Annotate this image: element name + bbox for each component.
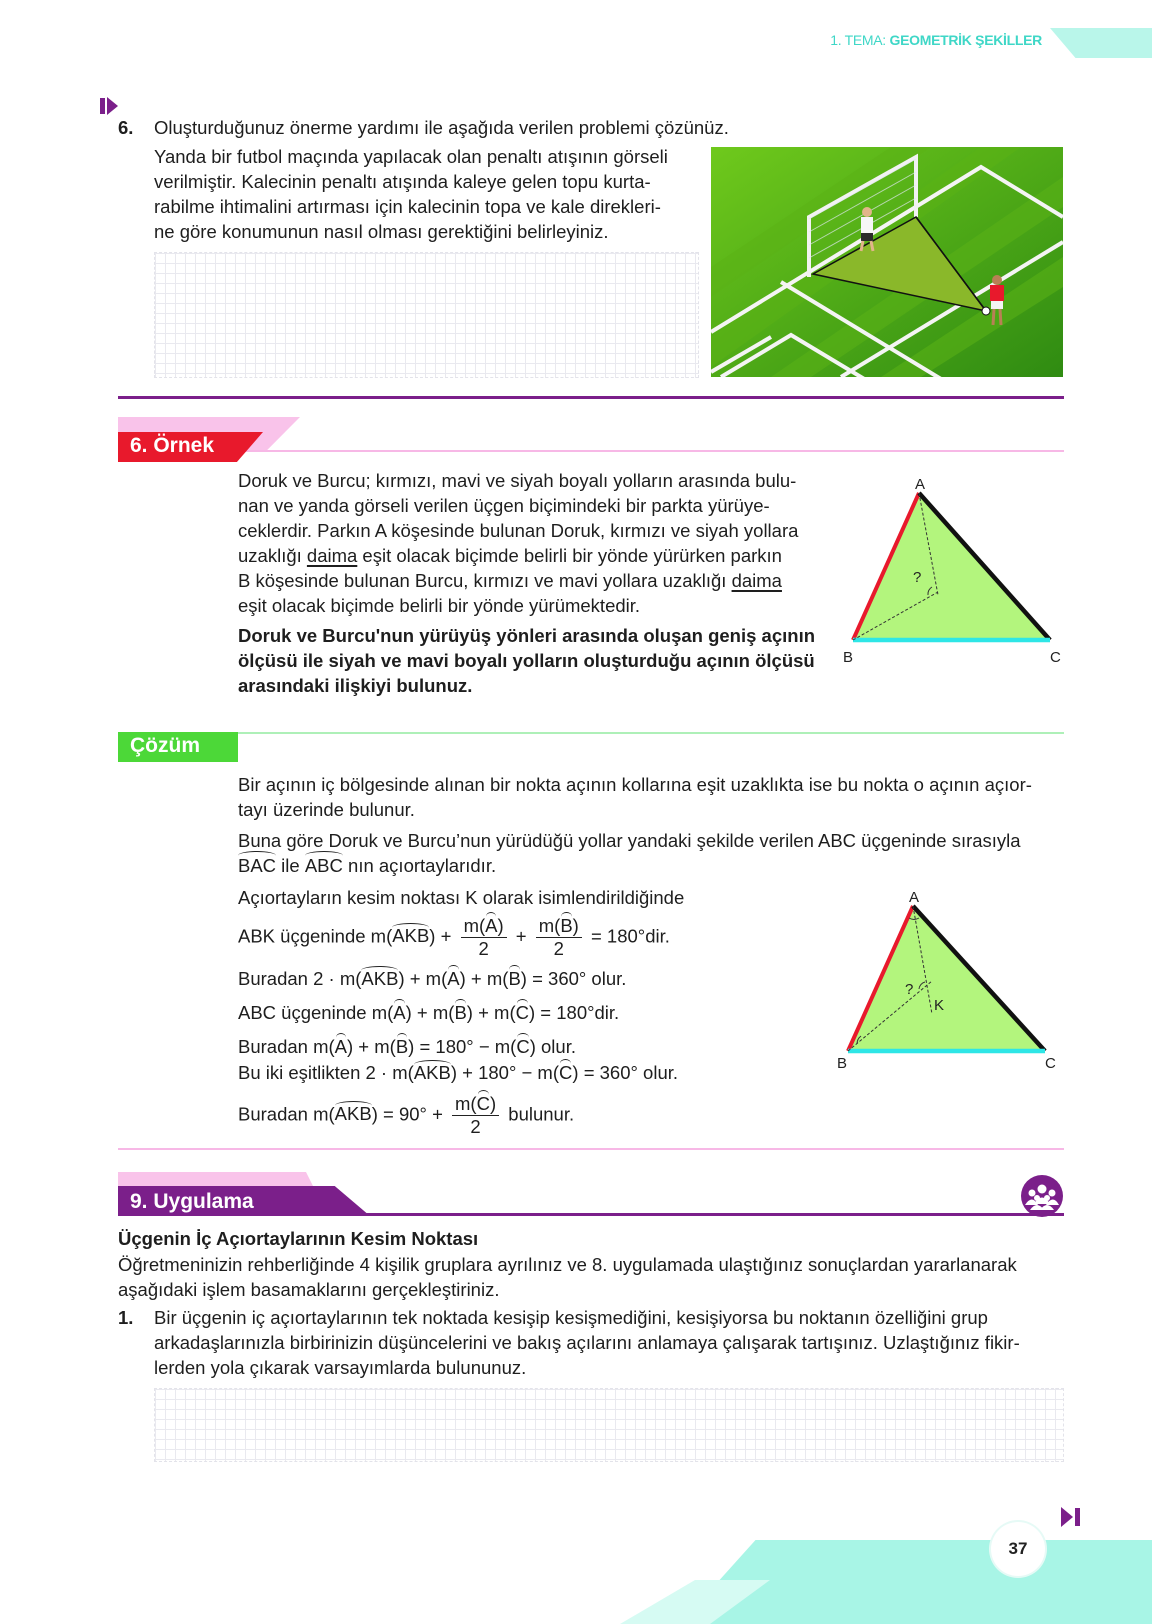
fraction-b-half [536, 915, 582, 960]
intro-line: Öğretmeninizin rehberliğinde 4 kişilik gruplara ayrılınız ve 8. uygulamada ulaştığınız sonuçlardan yararlanarak [118, 1254, 1017, 1275]
header-theme [830, 32, 1042, 48]
triangle-figure-solution [835, 886, 1075, 1076]
vertex-a-label: A [915, 476, 926, 493]
continue-arrow-icon [1060, 1506, 1082, 1533]
eq-text: ) + 180° − m( [450, 1062, 560, 1083]
angle-a: A [485, 915, 498, 936]
eq-plus: + [440, 925, 452, 947]
application-subtitle: Üçgenin İç Açıortaylarının Kesim Noktası [118, 1228, 479, 1249]
angle-a: A [447, 968, 460, 989]
eq-text: Buradan m [238, 1103, 329, 1125]
fraction-a-half [461, 915, 507, 960]
item-line: arkadaşlarınızla birbirinizin düşüncelerini ve bakış açılarını anlamaya çalışarak tartışınız. Uzlaştığınız fikir- [154, 1332, 1020, 1353]
application-label: 9. Uygulama [130, 1190, 254, 1213]
section-divider [118, 396, 1064, 399]
application-item-text [154, 1305, 1066, 1380]
solution-paragraph-1 [238, 772, 1068, 822]
vertex-c-label: C [1045, 1055, 1056, 1072]
eq-text: ABC üçgeninde m( [238, 1002, 394, 1023]
eq-text: bulunur. [508, 1103, 575, 1125]
angle-bac: BAC [238, 855, 277, 876]
eq-text: ) [489, 1093, 497, 1114]
eq-text: m( [463, 915, 486, 936]
question-line: Doruk ve Burcu'nun yürüyüş yönleri arasında oluşan geniş açının [238, 625, 816, 646]
eq-text: = 180°dir. [590, 925, 670, 947]
example-text [238, 468, 823, 698]
example-line [238, 568, 823, 593]
eq-denominator: 2 [478, 938, 489, 959]
eq-text: ) + m( [347, 1036, 396, 1057]
angle-b: B [395, 1036, 409, 1057]
section-divider [118, 1148, 1064, 1150]
eq-denominator: 2 [553, 938, 564, 959]
eq-text: Bu iki eşitlikten 2 · m [238, 1062, 408, 1083]
angle-akb: AKB [361, 968, 399, 989]
angle-c: C [476, 1093, 490, 1114]
example-line: Doruk ve Burcu; kırmızı, mavi ve siyah boyalı yolların arasında bulu- [238, 470, 797, 491]
example-label: 6. Örnek [130, 434, 215, 457]
daima-underlined: daima [731, 570, 782, 591]
equation-4 [238, 1036, 576, 1058]
angle-a: A [393, 1002, 406, 1023]
angle-b: B [508, 968, 521, 989]
equation-5: Bu iki eşitlikten 2 · m(AKB) + 180° − m(C) = 360° olur. [238, 1062, 679, 1083]
example-line: nan ve yanda görseli verilen üçgen biçimindeki bir parkta yürüye- [238, 495, 770, 516]
eq-text: ) [497, 915, 504, 936]
eq-text: ) + m( [398, 968, 448, 989]
solution-line-text: Bir açının iç bölgesinde alınan bir nokta açının kollarına eşit uzaklıkta ise bu nokta o açının açıor- [238, 774, 1032, 795]
question-line: ölçüsü ile siyah ve mavi boyalı yolların oluşturduğu açının ölçüsü [238, 650, 815, 671]
angle-question-mark: ? [905, 981, 914, 998]
example-text-fragment: eşit olacak biçimde belirli bir yönde yürürken parkın [357, 545, 782, 566]
eq-text: ) = 180° − m( [408, 1036, 517, 1057]
problem-text [154, 144, 699, 244]
eq-text: ) = 360° olur. [520, 968, 627, 989]
answer-grid[interactable] [154, 1388, 1064, 1462]
equation-1: ABK üçgeninde m(AKB) + $\frac{m(A)}{2}$ + $\frac{m(B)}{2}$ = 180°dir. [238, 915, 670, 959]
vertex-a-label: A [909, 889, 920, 906]
solution-line-text: Buna göre Doruk ve Burcu’nun yürüdüğü yollar yandaki şekilde verilen ABC üçgeninde sırasıyla [238, 830, 1021, 851]
page-number: 37 [1008, 1539, 1028, 1558]
solution-line-text [238, 853, 1068, 878]
eq-text: m( [455, 1093, 477, 1114]
header-theme-title: GEOMETRİK ŞEKİLLER [889, 32, 1042, 48]
solution-line [238, 732, 1064, 734]
item-line: Bir üçgenin iç açıortaylarının tek noktada kesişip kesişmediğini, kesişiyorsa bu noktanın özelliğini grup [154, 1307, 988, 1328]
eq-text: Buradan m( [238, 1036, 335, 1057]
eq-text: ) + m( [459, 968, 509, 989]
angle-c: C [516, 1036, 530, 1057]
example-line: eşit olacak biçimde belirli bir yönde yürümektedir. [238, 595, 641, 616]
solution-paragraph-2 [238, 828, 1068, 878]
angle-akb: AKB [334, 1103, 372, 1125]
angle-a: A [334, 1036, 347, 1057]
fraction-c-half [452, 1093, 499, 1138]
example-text-fragment: B köşesinde bulunan Burcu, kırmızı ve mavi yollara uzaklığı [238, 570, 732, 591]
eq-denominator: 2 [470, 1116, 481, 1137]
vertex-b-label: B [837, 1055, 848, 1072]
angle-c: C [515, 1002, 529, 1023]
eq-text: ) = 360° olur. [572, 1062, 679, 1083]
angle-c: C [559, 1062, 573, 1083]
example-text-fragment: uzaklığı [238, 545, 307, 566]
triangle-figure-example [835, 470, 1075, 670]
problem-line: ne göre konumunun nasıl olması gerektiğini belirleyiniz. [154, 221, 609, 242]
question-line: arasındaki ilişkiyi bulunuz. [238, 675, 473, 696]
eq-text: ) [572, 915, 579, 936]
application-item-number: 1. [118, 1307, 134, 1328]
answer-grid[interactable] [154, 252, 699, 378]
page-number-badge [991, 1522, 1045, 1576]
eq-text: ) = 90° + [371, 1103, 443, 1125]
penalty-illustration [711, 147, 1063, 377]
solution-paragraph-3: Açıortayların kesim noktası K olarak isimlendirildiğinde [238, 887, 685, 908]
angle-akb: AKB [413, 1062, 451, 1083]
application-banner-line [118, 1213, 1064, 1216]
header-theme-prefix: 1. TEMA: [830, 32, 886, 48]
equation-3 [238, 1002, 619, 1024]
problem-intro: Oluşturduğunuz önerme yardımı ile aşağıda verilen problemi çözünüz. [154, 117, 729, 138]
vertex-b-label: B [843, 649, 854, 666]
header-band [1050, 28, 1152, 58]
eq-text: m( [538, 915, 561, 936]
example-line: ceklerdir. Parkın A köşesinde bulunan Doruk, kırmızı ve siyah yollara [238, 520, 799, 541]
eq-text: ) + m( [466, 1002, 516, 1023]
equation-6: Buradan m(AKB) = 90° + $\frac{m(C)}{2}$ bulunur. [238, 1093, 575, 1137]
example-question [238, 623, 823, 698]
angle-akb: AKB [392, 925, 430, 947]
solution-line-text: tayı üzerinde bulunur. [238, 799, 415, 820]
intro-line: aşağıdaki işlem basamaklarını gerçekleştiriniz. [118, 1279, 500, 1300]
example-line [238, 543, 823, 568]
solution-text-fragment: nın açıortaylarıdır. [342, 855, 497, 876]
problem-line: rabilme ihtimalini artırması için kalecinin topa ve kale direkleri- [154, 196, 661, 217]
point-k-label: K [934, 997, 945, 1014]
eq-text: ABK üçgeninde m [238, 925, 387, 947]
solution-text-fragment: ile [276, 855, 305, 876]
angle-b: B [454, 1002, 467, 1023]
application-intro [118, 1252, 1068, 1302]
group-work-icon [1020, 1174, 1064, 1218]
solution-label: Çözüm [130, 734, 200, 757]
next-arrow-icon [100, 96, 120, 121]
item-line: lerden yola çıkarak varsayımlarda bulununuz. [154, 1357, 527, 1378]
eq-text: Buradan 2 · m [238, 968, 356, 989]
angle-question-mark: ? [913, 569, 922, 586]
eq-text: ) olur. [529, 1036, 576, 1057]
equation-2: Buradan 2 · m(AKB) + m(A) + m(B) = 360° olur. [238, 968, 627, 989]
problem-number: 6. [118, 117, 134, 138]
vertex-c-label: C [1050, 649, 1061, 666]
eq-text: ) = 180°dir. [529, 1002, 620, 1023]
eq-text: ) + m( [405, 1002, 455, 1023]
problem-line: Yanda bir futbol maçında yapılacak olan penaltı atışının görseli [154, 146, 668, 167]
eq-plus: + [515, 925, 527, 947]
angle-abc: ABC [304, 855, 343, 876]
problem-line: verilmiştir. Kalecinin penaltı atışında kaleye gelen topu kurta- [154, 171, 651, 192]
example-banner-line [118, 450, 1064, 452]
daima-underlined: daima [306, 545, 358, 566]
angle-b: B [560, 915, 573, 936]
